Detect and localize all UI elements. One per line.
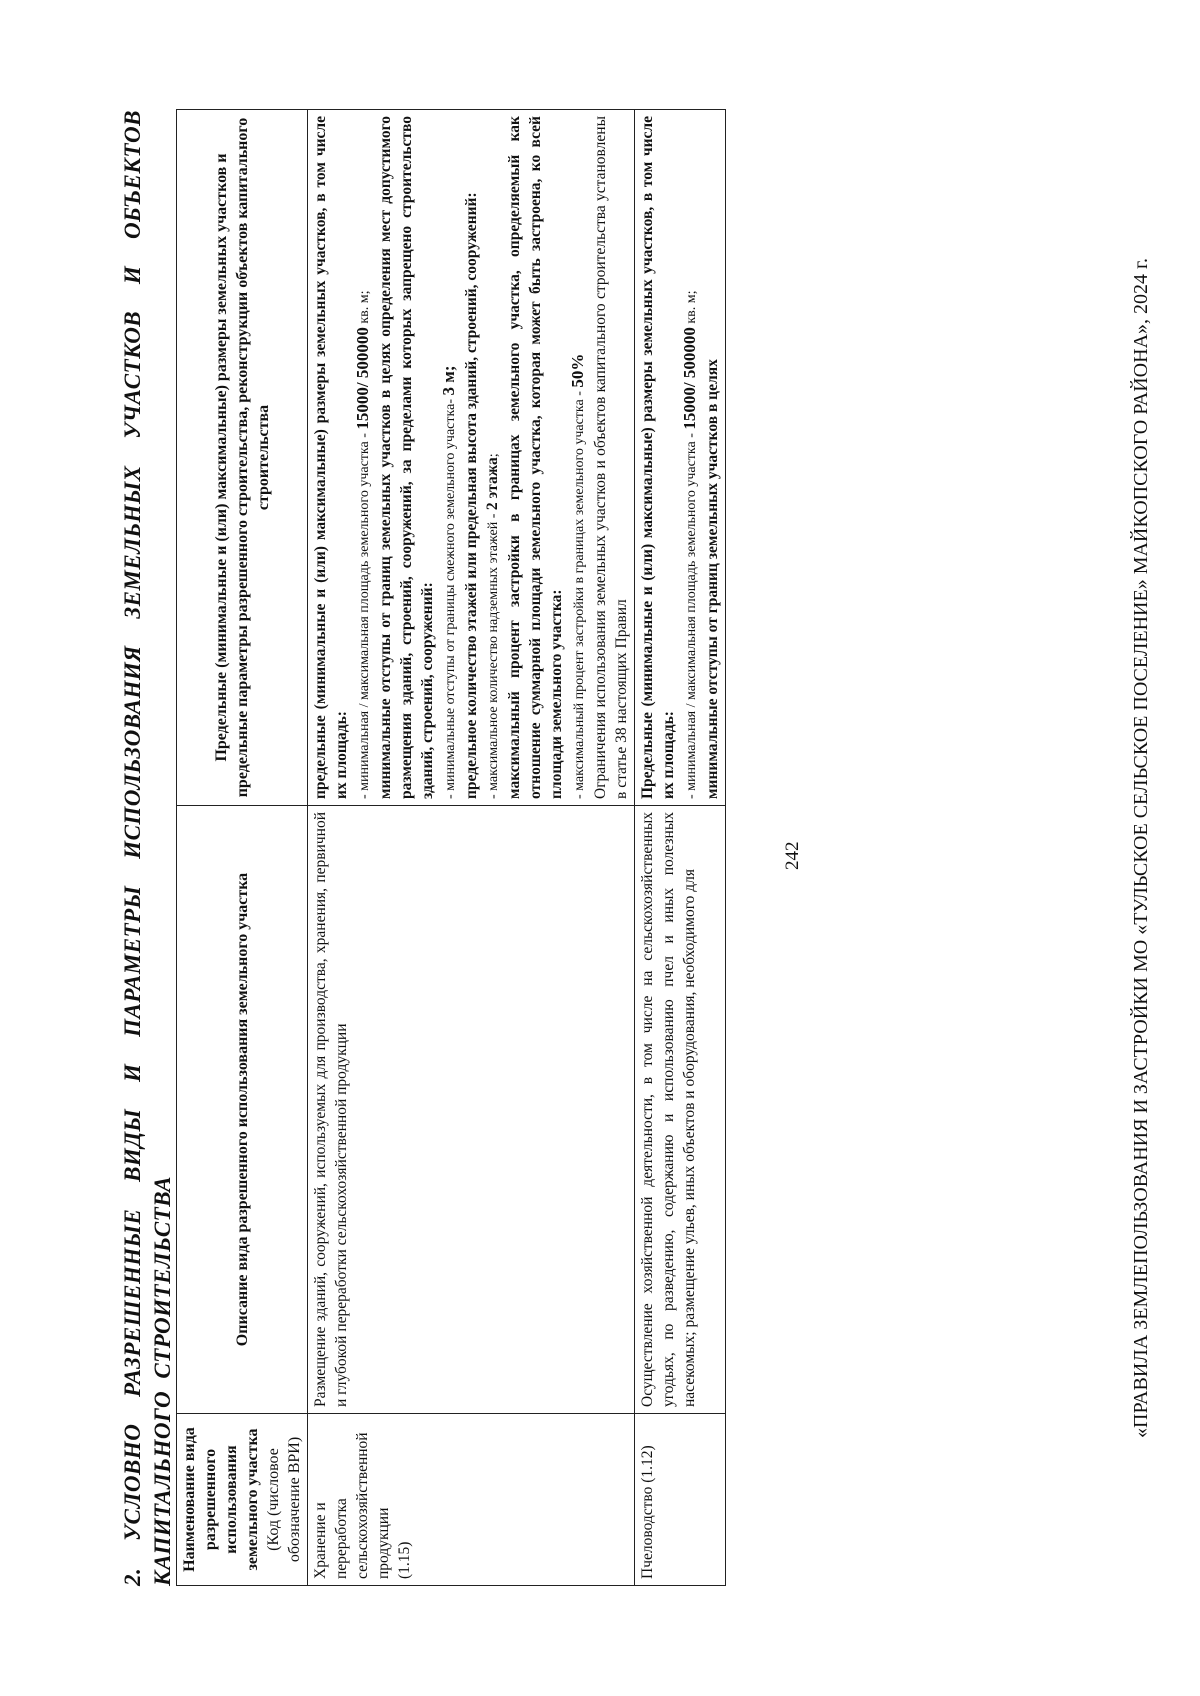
row-parameters — [308, 110, 635, 806]
header-name-subtitle: (Код (числовое обозначение ВРИ) — [265, 1436, 303, 1563]
param-coverage-heading: максимальный процент застройки в границах земельного участка, определяемый как отношение суммарной площади земельного участка, которая может быть застроена, ко всей площади земельного участка: — [506, 116, 565, 799]
param-restrictions: Ограничения использования земельных участков и объектов капитального строительства установлены в статье 38 настоящих Правил — [592, 116, 630, 799]
param-setback-heading: минимальные отступы от границ земельных участков в целях определения мест допустимого размещения зданий, строений, сооружений, за пределами которых запрещено строительство зданий, строений, сооружений: — [377, 116, 436, 799]
table-row — [308, 110, 635, 1586]
table-row — [635, 110, 726, 1586]
param-coverage: - максимальный процент застройки в границах земельного участка - 50% — [568, 353, 587, 799]
param-area: - минимальная / максимальная площадь земельного участка - 15000/ 500000 кв. м; — [680, 290, 699, 799]
param-setback-heading: минимальные отступы от границ земельных участков в целях — [704, 359, 721, 799]
header-name-column — [177, 1414, 308, 1586]
regulations-table — [176, 109, 726, 1586]
row-name-cell — [635, 1414, 726, 1586]
header-description-column: Описание вида разрешенного использования земельного участка — [177, 806, 308, 1414]
header-parameters-column: Предельные (минимальные и (или) максимальные) размеры земельных участков и предельные параметры разрешенного строительства, реконструкции объектов капитального строительства — [177, 110, 308, 806]
row-code: (1.15) — [396, 1541, 413, 1579]
section-heading: 2. УСЛОВНО РАЗРЕШЕННЫЕ ВИДЫ И ПАРАМЕТРЫ ИСПОЛЬЗОВАНИЯ ЗЕМЕЛЬНЫХ УЧАСТКОВ И ОБЪЕКТОВ КАПИТАЛЬНОГО СТРОИТЕЛЬСТВА — [120, 110, 175, 1586]
param-setback: - минимальные отступы от границы смежного земельного участка- 3 м; — [439, 365, 458, 799]
row-name: Пчеловодство (1.12) — [639, 1445, 656, 1579]
row-name-cell — [308, 1414, 635, 1586]
param-size-heading: Предельные (минимальные и (или) максимальные) размеры земельных участков, в том числе их площадь: — [639, 116, 677, 799]
row-description: Размещение зданий, сооружений, используемых для производства, хранения, первичной и глубокой переработки сельскохозяйственной продукции — [308, 806, 635, 1414]
row-name: Хранение и переработка сельскохозяйственной продукции — [312, 1432, 392, 1579]
document-footer: «ПРАВИЛА ЗЕМЛЕПОЛЬЗОВАНИЯ И ЗАСТРОЙКИ МО «ТУЛЬСКОЕ СЕЛЬСКОЕ ПОСЕЛЕНИЕ» МАЙКОПСКОГО РАЙОНА», 2024 г. — [1130, 258, 1152, 1438]
table-header-row — [177, 110, 308, 1586]
param-floors: - максимальное количество надземных этажей - 2 этажа; — [484, 453, 501, 799]
row-description: Осуществление хозяйственной деятельности, в том числе на сельскохозяйственных угодьях, по разведению, содержанию и использованию пчел и иных полезных насекомых; размещение ульев, иных объектов и оборудования, необходимого для — [635, 806, 726, 1414]
row-parameters — [635, 110, 726, 806]
param-size-heading: предельные (минимальные и (или) максимальные) размеры земельных участков, в том числе их площадь: — [312, 116, 350, 799]
param-floors-heading: предельное количество этажей или предельная высота зданий, строений, сооружений: — [463, 192, 480, 799]
page-number: 242 — [782, 841, 803, 870]
header-name-title: Наименование вида разрешенного использования земельного участка — [181, 1427, 261, 1572]
param-area: - минимальная / максимальная площадь земельного участка - 15000/ 500000 кв. м; — [353, 290, 372, 799]
